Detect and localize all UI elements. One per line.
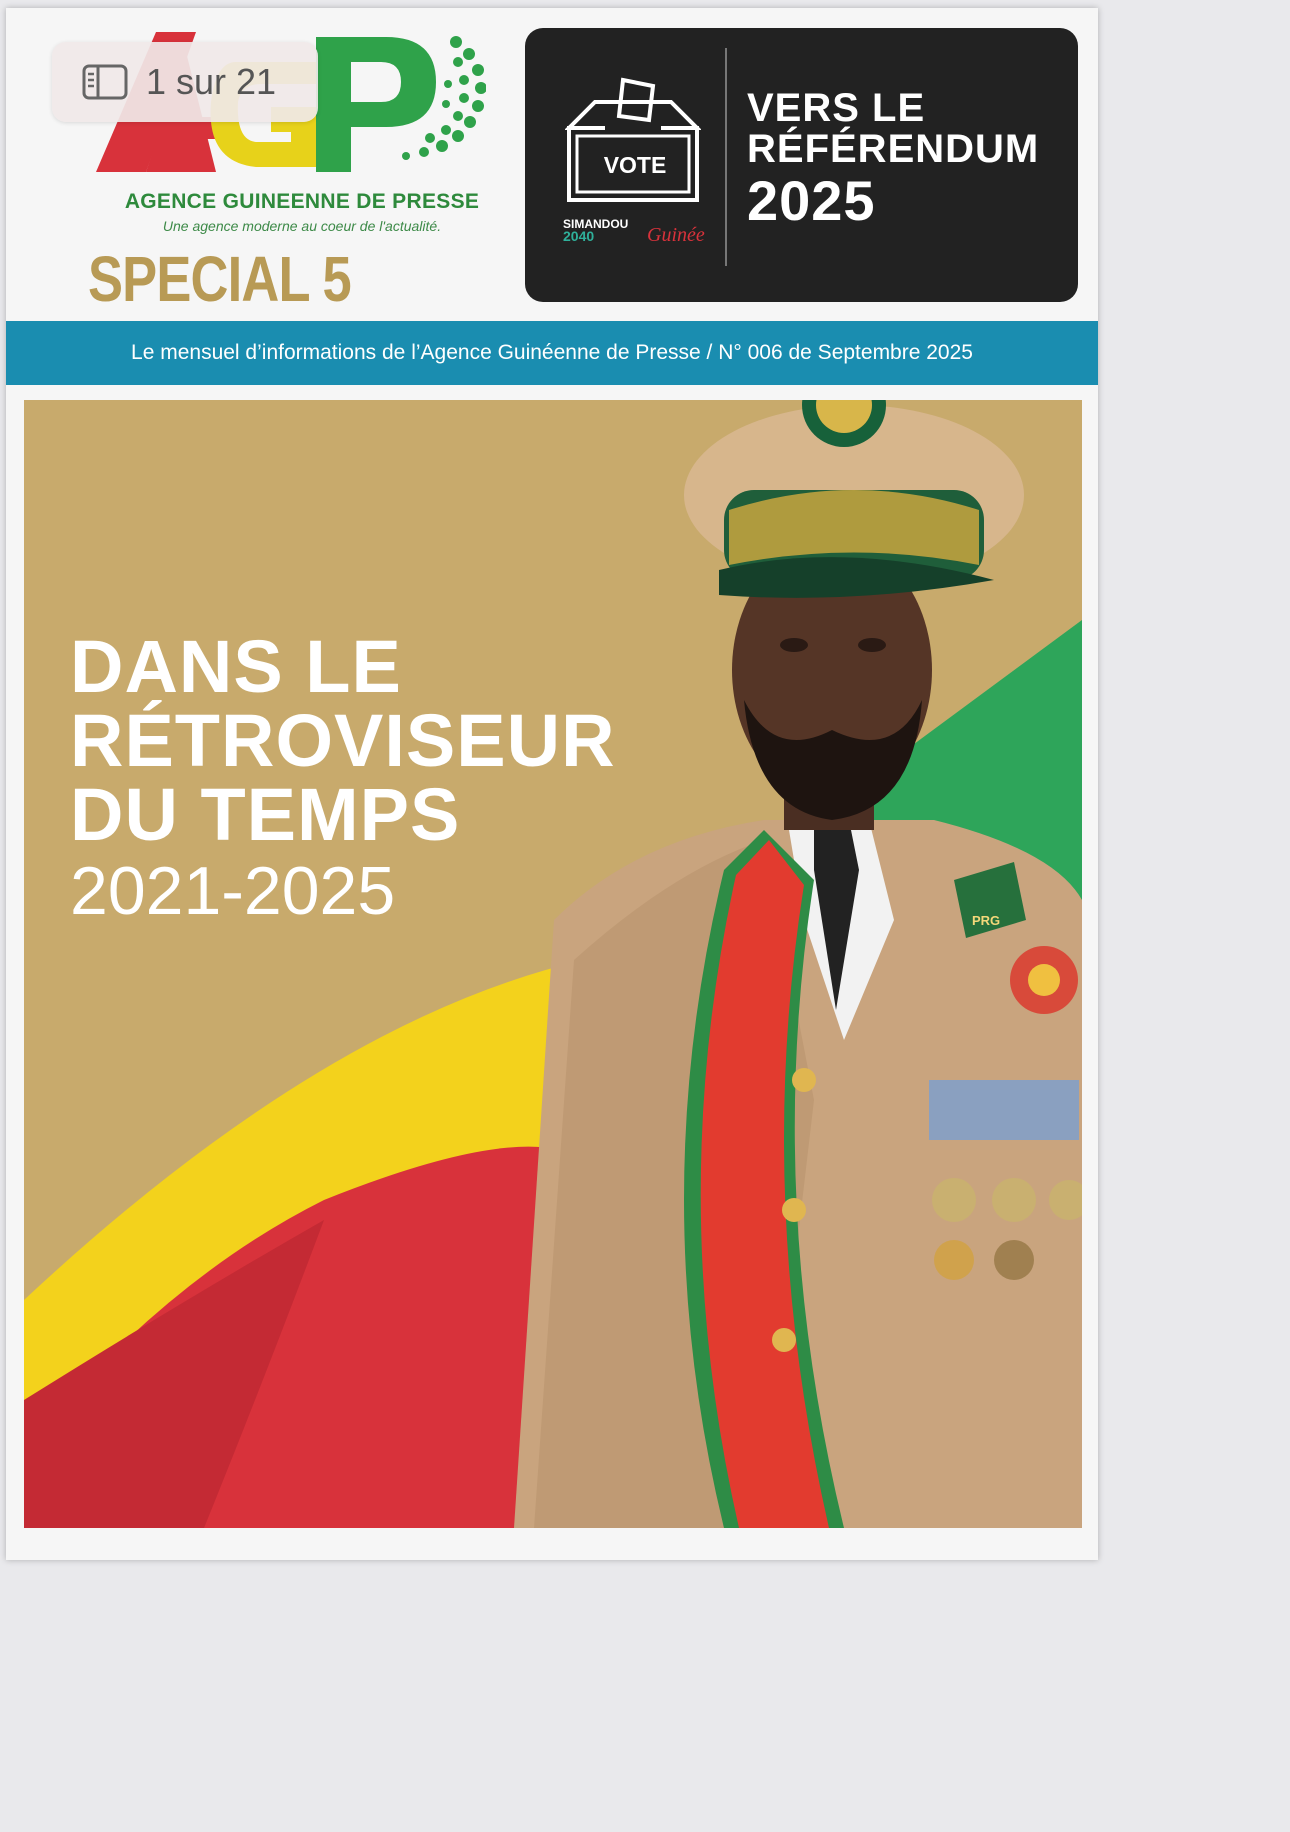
- issue-info-text: Le mensuel d’informations de l’Agence Guinéenne de Presse / N° 006 de Septembre 2025: [131, 341, 973, 364]
- edition-title: SPECIAL 5: [88, 243, 351, 315]
- issue-info-band: [6, 321, 1098, 385]
- cover-years: 2021-2025: [70, 853, 396, 929]
- referendum-panel: [525, 28, 1078, 302]
- simandou-year: 2040: [563, 228, 595, 244]
- guinee-logo: Guinée: [647, 224, 705, 246]
- agency-tagline: Une agence moderne au coeur de l'actualité.: [162, 218, 442, 234]
- panel-divider: [725, 48, 727, 266]
- headline-line-3: DU TEMPS: [70, 773, 461, 856]
- referendum-title: [747, 88, 1039, 230]
- magazine-cover-page: [6, 8, 1098, 1560]
- page-indicator-button[interactable]: [52, 42, 318, 122]
- agency-name: AGENCE GUINEENNE DE PRESSE: [124, 190, 480, 213]
- headline-line-1: DANS LE: [70, 625, 402, 708]
- referendum-line-1: VERS LE: [747, 86, 926, 130]
- page-indicator-label: 1 sur 21: [146, 61, 277, 102]
- portrait-illustration: [514, 400, 1082, 1528]
- cover-image: [24, 400, 1082, 1528]
- sidebar-icon: [82, 64, 128, 100]
- ballot-box-icon: [565, 76, 701, 204]
- referendum-line-2: RÉFÉRENDUM: [747, 127, 1040, 171]
- simandou-logo: [563, 218, 628, 243]
- simandou-text: SIMANDOU: [563, 217, 629, 231]
- headline-line-2: RÉTROVISEUR: [70, 699, 616, 782]
- rank-badge-label: PRG: [972, 913, 1001, 928]
- ballot-label: VOTE: [603, 152, 667, 178]
- referendum-year: 2025: [747, 169, 876, 232]
